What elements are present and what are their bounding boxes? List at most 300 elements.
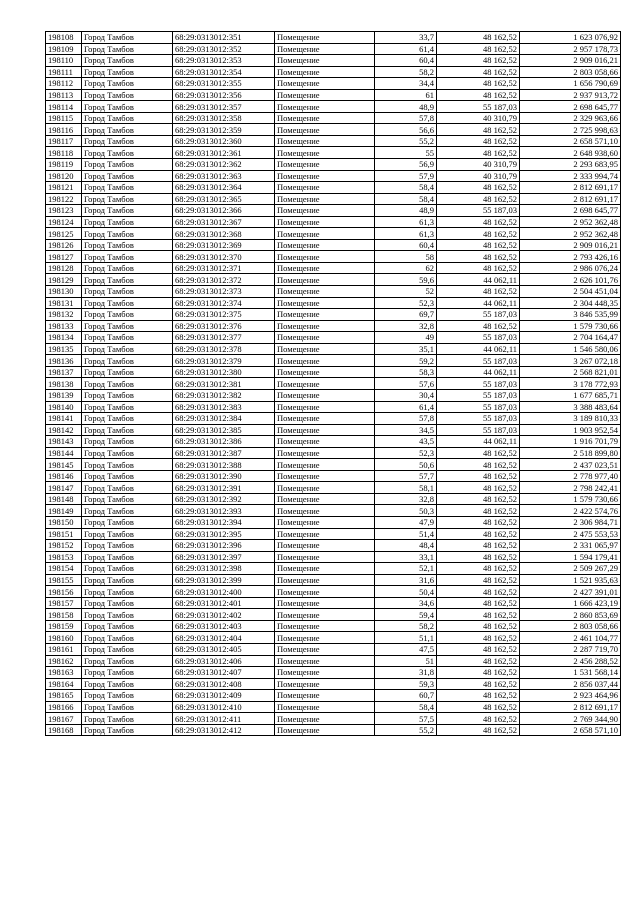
cadastral-number-cell: 68:29:0313012:402 xyxy=(173,609,275,621)
row-number-cell: 198160 xyxy=(46,632,82,644)
area-cell: 50,3 xyxy=(375,505,437,517)
cadastral-number-cell: 68:29:0313012:354 xyxy=(173,66,275,78)
table-row xyxy=(46,55,621,67)
cadastral-value-cell: 2 952 362,48 xyxy=(520,216,621,228)
cadastral-value-cell: 2 306 984,71 xyxy=(520,516,621,528)
row-number-cell: 198156 xyxy=(46,586,82,598)
area-cell: 61,4 xyxy=(375,401,437,413)
cadastral-value-cell: 2 812 691,17 xyxy=(520,701,621,713)
specific-value-cell: 48 162,52 xyxy=(437,470,520,482)
area-cell: 57,8 xyxy=(375,112,437,124)
area-cell: 57,7 xyxy=(375,470,437,482)
locality-cell: Город Тамбов xyxy=(82,78,173,90)
object-type-cell: Помещение xyxy=(275,147,375,159)
specific-value-cell: 44 062,11 xyxy=(437,297,520,309)
row-number-cell: 198112 xyxy=(46,78,82,90)
row-number-cell: 198163 xyxy=(46,667,82,679)
table-row xyxy=(46,713,621,725)
area-cell: 51 xyxy=(375,655,437,667)
row-number-cell: 198165 xyxy=(46,690,82,702)
cadastral-value-cell: 1 579 730,66 xyxy=(520,493,621,505)
cadastral-number-cell: 68:29:0313012:396 xyxy=(173,540,275,552)
row-number-cell: 198131 xyxy=(46,297,82,309)
locality-cell: Город Тамбов xyxy=(82,286,173,298)
cadastral-value-cell: 2 769 344,90 xyxy=(520,713,621,725)
object-type-cell: Помещение xyxy=(275,124,375,136)
cadastral-value-cell: 2 287 719,70 xyxy=(520,643,621,655)
cadastral-value-cell: 2 986 076,24 xyxy=(520,262,621,274)
row-number-cell: 198138 xyxy=(46,378,82,390)
object-type-cell: Помещение xyxy=(275,424,375,436)
object-type-cell: Помещение xyxy=(275,135,375,147)
specific-value-cell: 40 310,79 xyxy=(437,112,520,124)
table-row xyxy=(46,389,621,401)
locality-cell: Город Тамбов xyxy=(82,205,173,217)
locality-cell: Город Тамбов xyxy=(82,690,173,702)
locality-cell: Город Тамбов xyxy=(82,724,173,736)
locality-cell: Город Тамбов xyxy=(82,297,173,309)
object-type-cell: Помещение xyxy=(275,459,375,471)
cadastral-number-cell: 68:29:0313012:358 xyxy=(173,112,275,124)
area-cell: 57,9 xyxy=(375,170,437,182)
area-cell: 59,6 xyxy=(375,274,437,286)
area-cell: 56,9 xyxy=(375,159,437,171)
area-cell: 52,1 xyxy=(375,563,437,575)
cadastral-value-cell: 1 579 730,66 xyxy=(520,320,621,332)
specific-value-cell: 48 162,52 xyxy=(437,459,520,471)
cadastral-value-cell: 2 331 065,97 xyxy=(520,540,621,552)
table-row xyxy=(46,620,621,632)
object-type-cell: Помещение xyxy=(275,470,375,482)
area-cell: 55 xyxy=(375,147,437,159)
cadastral-number-cell: 68:29:0313012:401 xyxy=(173,597,275,609)
object-type-cell: Помещение xyxy=(275,297,375,309)
cadastral-value-cell: 2 957 178,73 xyxy=(520,43,621,55)
object-type-cell: Помещение xyxy=(275,413,375,425)
cadastral-value-cell: 2 461 104,77 xyxy=(520,632,621,644)
area-cell: 59,2 xyxy=(375,355,437,367)
row-number-cell: 198164 xyxy=(46,678,82,690)
locality-cell: Город Тамбов xyxy=(82,89,173,101)
cadastral-value-cell: 2 437 023,51 xyxy=(520,459,621,471)
specific-value-cell: 40 310,79 xyxy=(437,159,520,171)
area-cell: 57,5 xyxy=(375,713,437,725)
row-number-cell: 198148 xyxy=(46,493,82,505)
specific-value-cell: 48 162,52 xyxy=(437,66,520,78)
object-type-cell: Помещение xyxy=(275,528,375,540)
specific-value-cell: 55 187,03 xyxy=(437,413,520,425)
locality-cell: Город Тамбов xyxy=(82,193,173,205)
object-type-cell: Помещение xyxy=(275,320,375,332)
row-number-cell: 198123 xyxy=(46,205,82,217)
cadastral-number-cell: 68:29:0313012:393 xyxy=(173,505,275,517)
cadastral-number-cell: 68:29:0313012:406 xyxy=(173,655,275,667)
cadastral-number-cell: 68:29:0313012:390 xyxy=(173,470,275,482)
specific-value-cell: 55 187,03 xyxy=(437,378,520,390)
cadastral-value-cell: 2 329 963,66 xyxy=(520,112,621,124)
cadastral-value-cell: 2 923 464,96 xyxy=(520,690,621,702)
cadastral-value-cell: 2 626 101,76 xyxy=(520,274,621,286)
cadastral-number-cell: 68:29:0313012:403 xyxy=(173,620,275,632)
row-number-cell: 198157 xyxy=(46,597,82,609)
locality-cell: Город Тамбов xyxy=(82,620,173,632)
locality-cell: Город Тамбов xyxy=(82,678,173,690)
specific-value-cell: 48 162,52 xyxy=(437,690,520,702)
specific-value-cell: 48 162,52 xyxy=(437,632,520,644)
object-type-cell: Помещение xyxy=(275,89,375,101)
specific-value-cell: 48 162,52 xyxy=(437,43,520,55)
table-row xyxy=(46,332,621,344)
table-row xyxy=(46,378,621,390)
table-row xyxy=(46,343,621,355)
area-cell: 58,2 xyxy=(375,620,437,632)
cadastral-number-cell: 68:29:0313012:400 xyxy=(173,586,275,598)
table-body xyxy=(46,32,621,736)
area-cell: 57,8 xyxy=(375,413,437,425)
area-cell: 58,1 xyxy=(375,482,437,494)
object-type-cell: Помещение xyxy=(275,655,375,667)
row-number-cell: 198140 xyxy=(46,401,82,413)
locality-cell: Город Тамбов xyxy=(82,182,173,194)
object-type-cell: Помещение xyxy=(275,378,375,390)
specific-value-cell: 48 162,52 xyxy=(437,713,520,725)
cadastral-number-cell: 68:29:0313012:359 xyxy=(173,124,275,136)
cadastral-value-cell: 1 546 580,06 xyxy=(520,343,621,355)
locality-cell: Город Тамбов xyxy=(82,586,173,598)
area-cell: 58,4 xyxy=(375,701,437,713)
row-number-cell: 198118 xyxy=(46,147,82,159)
object-type-cell: Помещение xyxy=(275,724,375,736)
area-cell: 59,3 xyxy=(375,678,437,690)
area-cell: 60,4 xyxy=(375,239,437,251)
row-number-cell: 198168 xyxy=(46,724,82,736)
area-cell: 61,4 xyxy=(375,43,437,55)
row-number-cell: 198115 xyxy=(46,112,82,124)
row-number-cell: 198125 xyxy=(46,228,82,240)
locality-cell: Город Тамбов xyxy=(82,574,173,586)
table-row xyxy=(46,690,621,702)
area-cell: 58,2 xyxy=(375,66,437,78)
object-type-cell: Помещение xyxy=(275,493,375,505)
area-cell: 56,6 xyxy=(375,124,437,136)
locality-cell: Город Тамбов xyxy=(82,216,173,228)
specific-value-cell: 48 162,52 xyxy=(437,239,520,251)
table-row xyxy=(46,297,621,309)
table-row xyxy=(46,516,621,528)
row-number-cell: 198116 xyxy=(46,124,82,136)
table-row xyxy=(46,447,621,459)
cadastral-value-cell: 2 909 016,21 xyxy=(520,55,621,67)
object-type-cell: Помещение xyxy=(275,43,375,55)
cadastral-number-cell: 68:29:0313012:394 xyxy=(173,516,275,528)
table-row xyxy=(46,586,621,598)
cadastral-number-cell: 68:29:0313012:351 xyxy=(173,32,275,44)
cadastral-value-cell: 2 304 448,35 xyxy=(520,297,621,309)
object-type-cell: Помещение xyxy=(275,401,375,413)
locality-cell: Город Тамбов xyxy=(82,55,173,67)
cadastral-number-cell: 68:29:0313012:386 xyxy=(173,436,275,448)
specific-value-cell: 44 062,11 xyxy=(437,436,520,448)
object-type-cell: Помещение xyxy=(275,205,375,217)
specific-value-cell: 55 187,03 xyxy=(437,401,520,413)
cadastral-number-cell: 68:29:0313012:382 xyxy=(173,389,275,401)
cadastral-value-cell: 2 293 683,95 xyxy=(520,159,621,171)
cadastral-value-cell: 3 189 810,33 xyxy=(520,413,621,425)
cadastral-number-cell: 68:29:0313012:377 xyxy=(173,332,275,344)
cadastral-number-cell: 68:29:0313012:355 xyxy=(173,78,275,90)
table-row xyxy=(46,170,621,182)
specific-value-cell: 48 162,52 xyxy=(437,597,520,609)
area-cell: 62 xyxy=(375,262,437,274)
cadastral-number-cell: 68:29:0313012:362 xyxy=(173,159,275,171)
table-row xyxy=(46,262,621,274)
specific-value-cell: 48 162,52 xyxy=(437,586,520,598)
row-number-cell: 198133 xyxy=(46,320,82,332)
locality-cell: Город Тамбов xyxy=(82,320,173,332)
specific-value-cell: 48 162,52 xyxy=(437,482,520,494)
cadastral-value-cell: 2 803 058,66 xyxy=(520,66,621,78)
cadastral-value-cell: 2 568 821,01 xyxy=(520,366,621,378)
area-cell: 61,3 xyxy=(375,216,437,228)
cadastral-value-cell: 2 658 571,10 xyxy=(520,135,621,147)
object-type-cell: Помещение xyxy=(275,436,375,448)
locality-cell: Город Тамбов xyxy=(82,563,173,575)
table-row xyxy=(46,470,621,482)
row-number-cell: 198122 xyxy=(46,193,82,205)
row-number-cell: 198130 xyxy=(46,286,82,298)
cadastral-value-cell: 2 427 391,01 xyxy=(520,586,621,598)
object-type-cell: Помещение xyxy=(275,159,375,171)
row-number-cell: 198144 xyxy=(46,447,82,459)
locality-cell: Город Тамбов xyxy=(82,147,173,159)
cadastral-number-cell: 68:29:0313012:374 xyxy=(173,297,275,309)
specific-value-cell: 44 062,11 xyxy=(437,366,520,378)
row-number-cell: 198111 xyxy=(46,66,82,78)
area-cell: 34,5 xyxy=(375,424,437,436)
cadastral-value-cell: 2 456 288,52 xyxy=(520,655,621,667)
object-type-cell: Помещение xyxy=(275,713,375,725)
locality-cell: Город Тамбов xyxy=(82,551,173,563)
object-type-cell: Помещение xyxy=(275,228,375,240)
specific-value-cell: 44 062,11 xyxy=(437,343,520,355)
object-type-cell: Помещение xyxy=(275,343,375,355)
locality-cell: Город Тамбов xyxy=(82,43,173,55)
cadastral-number-cell: 68:29:0313012:412 xyxy=(173,724,275,736)
locality-cell: Город Тамбов xyxy=(82,643,173,655)
row-number-cell: 198141 xyxy=(46,413,82,425)
object-type-cell: Помещение xyxy=(275,586,375,598)
table-row xyxy=(46,135,621,147)
locality-cell: Город Тамбов xyxy=(82,470,173,482)
area-cell: 57,6 xyxy=(375,378,437,390)
object-type-cell: Помещение xyxy=(275,55,375,67)
specific-value-cell: 48 162,52 xyxy=(437,574,520,586)
specific-value-cell: 55 187,03 xyxy=(437,355,520,367)
object-type-cell: Помещение xyxy=(275,574,375,586)
row-number-cell: 198150 xyxy=(46,516,82,528)
specific-value-cell: 48 162,52 xyxy=(437,135,520,147)
locality-cell: Город Тамбов xyxy=(82,505,173,517)
specific-value-cell: 48 162,52 xyxy=(437,216,520,228)
table-row xyxy=(46,436,621,448)
locality-cell: Город Тамбов xyxy=(82,655,173,667)
locality-cell: Город Тамбов xyxy=(82,701,173,713)
locality-cell: Город Тамбов xyxy=(82,170,173,182)
cadastral-number-cell: 68:29:0313012:399 xyxy=(173,574,275,586)
table-row xyxy=(46,528,621,540)
cadastral-number-cell: 68:29:0313012:376 xyxy=(173,320,275,332)
specific-value-cell: 48 162,52 xyxy=(437,124,520,136)
table-row xyxy=(46,159,621,171)
cadastral-value-cell: 1 677 685,71 xyxy=(520,389,621,401)
area-cell: 49 xyxy=(375,332,437,344)
table-row xyxy=(46,112,621,124)
specific-value-cell: 48 162,52 xyxy=(437,447,520,459)
row-number-cell: 198143 xyxy=(46,436,82,448)
locality-cell: Город Тамбов xyxy=(82,66,173,78)
table-row xyxy=(46,563,621,575)
cadastral-number-cell: 68:29:0313012:370 xyxy=(173,251,275,263)
row-number-cell: 198152 xyxy=(46,540,82,552)
specific-value-cell: 44 062,11 xyxy=(437,274,520,286)
object-type-cell: Помещение xyxy=(275,274,375,286)
table-row xyxy=(46,286,621,298)
cadastral-number-cell: 68:29:0313012:361 xyxy=(173,147,275,159)
row-number-cell: 198109 xyxy=(46,43,82,55)
cadastral-value-cell: 3 267 072,18 xyxy=(520,355,621,367)
locality-cell: Город Тамбов xyxy=(82,101,173,113)
specific-value-cell: 48 162,52 xyxy=(437,701,520,713)
row-number-cell: 198119 xyxy=(46,159,82,171)
table-row xyxy=(46,309,621,321)
cadastral-value-cell: 1 521 935,63 xyxy=(520,574,621,586)
locality-cell: Город Тамбов xyxy=(82,112,173,124)
cadastral-value-cell: 2 518 899,80 xyxy=(520,447,621,459)
locality-cell: Город Тамбов xyxy=(82,609,173,621)
table-row xyxy=(46,424,621,436)
cadastral-number-cell: 68:29:0313012:357 xyxy=(173,101,275,113)
table-row xyxy=(46,551,621,563)
area-cell: 55,2 xyxy=(375,135,437,147)
locality-cell: Город Тамбов xyxy=(82,378,173,390)
area-cell: 30,4 xyxy=(375,389,437,401)
cadastral-number-cell: 68:29:0313012:367 xyxy=(173,216,275,228)
table-row xyxy=(46,216,621,228)
area-cell: 52,3 xyxy=(375,297,437,309)
row-number-cell: 198108 xyxy=(46,32,82,44)
specific-value-cell: 48 162,52 xyxy=(437,286,520,298)
area-cell: 32,8 xyxy=(375,493,437,505)
object-type-cell: Помещение xyxy=(275,620,375,632)
area-cell: 51,4 xyxy=(375,528,437,540)
cadastral-number-cell: 68:29:0313012:378 xyxy=(173,343,275,355)
table-row xyxy=(46,678,621,690)
cadastral-value-cell: 2 725 998,63 xyxy=(520,124,621,136)
area-cell: 60,7 xyxy=(375,690,437,702)
object-type-cell: Помещение xyxy=(275,332,375,344)
row-number-cell: 198154 xyxy=(46,563,82,575)
locality-cell: Город Тамбов xyxy=(82,309,173,321)
specific-value-cell: 48 162,52 xyxy=(437,228,520,240)
area-cell: 69,7 xyxy=(375,309,437,321)
locality-cell: Город Тамбов xyxy=(82,32,173,44)
cadastral-number-cell: 68:29:0313012:379 xyxy=(173,355,275,367)
cadastral-number-cell: 68:29:0313012:410 xyxy=(173,701,275,713)
row-number-cell: 198126 xyxy=(46,239,82,251)
area-cell: 50,4 xyxy=(375,586,437,598)
locality-cell: Город Тамбов xyxy=(82,228,173,240)
table-row xyxy=(46,205,621,217)
table-row xyxy=(46,493,621,505)
cadastral-number-cell: 68:29:0313012:395 xyxy=(173,528,275,540)
cadastral-value-cell: 1 623 076,92 xyxy=(520,32,621,44)
area-cell: 50,6 xyxy=(375,459,437,471)
cadastral-value-cell: 2 860 853,69 xyxy=(520,609,621,621)
area-cell: 58,4 xyxy=(375,193,437,205)
area-cell: 60,4 xyxy=(375,55,437,67)
locality-cell: Город Тамбов xyxy=(82,262,173,274)
cadastral-number-cell: 68:29:0313012:373 xyxy=(173,286,275,298)
cadastral-number-cell: 68:29:0313012:356 xyxy=(173,89,275,101)
cadastral-number-cell: 68:29:0313012:368 xyxy=(173,228,275,240)
cadastral-number-cell: 68:29:0313012:387 xyxy=(173,447,275,459)
cadastral-number-cell: 68:29:0313012:380 xyxy=(173,366,275,378)
row-number-cell: 198167 xyxy=(46,713,82,725)
specific-value-cell: 48 162,52 xyxy=(437,78,520,90)
specific-value-cell: 48 162,52 xyxy=(437,563,520,575)
cadastral-value-cell: 3 178 772,93 xyxy=(520,378,621,390)
row-number-cell: 198161 xyxy=(46,643,82,655)
table-row xyxy=(46,667,621,679)
table-row xyxy=(46,32,621,44)
cadastral-value-cell: 2 812 691,17 xyxy=(520,182,621,194)
specific-value-cell: 48 162,52 xyxy=(437,493,520,505)
cadastral-value-cell: 1 916 701,79 xyxy=(520,436,621,448)
cadastral-number-cell: 68:29:0313012:397 xyxy=(173,551,275,563)
locality-cell: Город Тамбов xyxy=(82,332,173,344)
object-type-cell: Помещение xyxy=(275,216,375,228)
cadastral-number-cell: 68:29:0313012:408 xyxy=(173,678,275,690)
row-number-cell: 198155 xyxy=(46,574,82,586)
table-row xyxy=(46,124,621,136)
object-type-cell: Помещение xyxy=(275,309,375,321)
object-type-cell: Помещение xyxy=(275,78,375,90)
row-number-cell: 198134 xyxy=(46,332,82,344)
table-row xyxy=(46,274,621,286)
row-number-cell: 198128 xyxy=(46,262,82,274)
object-type-cell: Помещение xyxy=(275,482,375,494)
area-cell: 59,4 xyxy=(375,609,437,621)
object-type-cell: Помещение xyxy=(275,286,375,298)
cadastral-value-cell: 2 803 058,66 xyxy=(520,620,621,632)
row-number-cell: 198137 xyxy=(46,366,82,378)
row-number-cell: 198153 xyxy=(46,551,82,563)
table-row xyxy=(46,366,621,378)
area-cell: 58,3 xyxy=(375,366,437,378)
table-row xyxy=(46,89,621,101)
cadastral-value-cell: 3 846 535,99 xyxy=(520,309,621,321)
specific-value-cell: 48 162,52 xyxy=(437,516,520,528)
object-type-cell: Помещение xyxy=(275,355,375,367)
specific-value-cell: 55 187,03 xyxy=(437,309,520,321)
specific-value-cell: 48 162,52 xyxy=(437,540,520,552)
row-number-cell: 198127 xyxy=(46,251,82,263)
table-row xyxy=(46,101,621,113)
row-number-cell: 198139 xyxy=(46,389,82,401)
row-number-cell: 198162 xyxy=(46,655,82,667)
area-cell: 34,6 xyxy=(375,597,437,609)
table-row xyxy=(46,413,621,425)
